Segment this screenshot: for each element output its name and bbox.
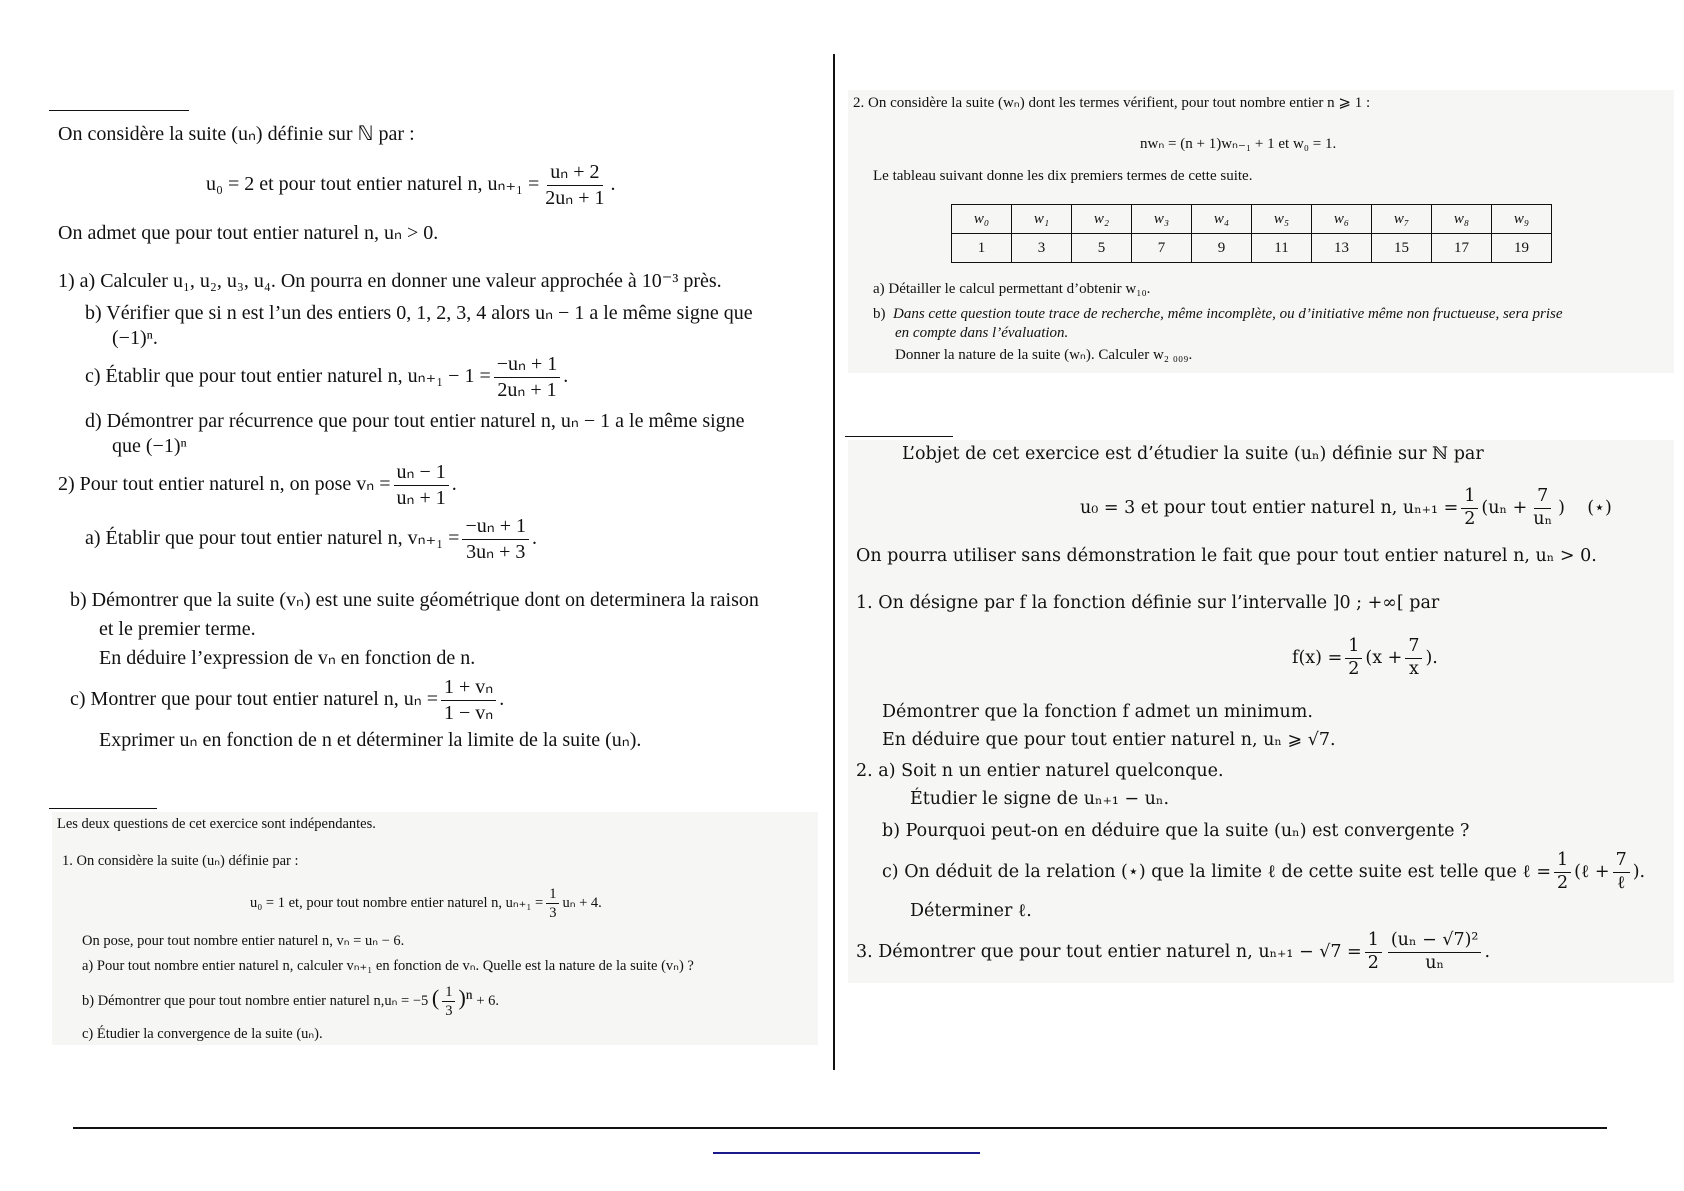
denominator: 2 [1367,952,1379,973]
dot: . [499,688,505,711]
q2 [58,460,457,511]
definition [1080,486,1612,531]
footer-rule [73,1127,1607,1129]
numerator: −uₙ + 1 [494,352,561,378]
q2b-cont: et le premier terme. [99,618,256,640]
q3 [856,930,1490,975]
denominator: 2uₙ + 1 [497,379,557,401]
table-header-cell: w₀ [952,205,1012,234]
q2c-text: c) On déduit de la relation (⋆) que la limite ℓ de cette suite est telle que ℓ = [882,861,1551,882]
numerator: 1 [1554,850,1571,873]
table-header-cell: w₆ [1312,205,1372,234]
intro: Les deux questions de cet exercice sont indépendantes. [57,816,376,832]
exercise-separator [845,436,953,437]
numerator: (uₙ − √7)² [1388,930,1482,953]
exercise-separator [49,808,157,809]
q1: 1. On considère la suite (uₙ) définie par : [62,853,299,869]
paren: (x + [1365,647,1403,668]
pose: On pose, pour tout nombre entier naturel n, vₙ = uₙ − 6. [82,933,405,949]
q1-deduce: En déduire que pour tout entier naturel n, uₙ ⩾ √7. [882,730,1336,750]
q2b: b) Pourquoi peut-on en déduire que la suite (uₙ) est convergente ? [882,821,1470,841]
q2b: b) Démontrer que la suite (vₙ) est une suite géométrique dont on determinera la raison [70,589,759,611]
paren: ) [1558,497,1565,518]
fraction [1613,850,1630,895]
intro: L’objet de cet exercice est d’étudier la suite (uₙ) définie sur ℕ par [902,444,1484,464]
q1d: d) Démontrer par récurrence que pour tout entier naturel n, uₙ − 1 a le même signe [85,410,745,432]
question-a: a) Pour tout nombre entier naturel n, calculer vₙ₊₁ en fonction de vₙ. Quelle est la nature de la suite (vₙ) ? [82,958,694,974]
footer-link[interactable] [713,1152,980,1154]
numerator: uₙ + 2 [547,160,602,186]
fraction [546,885,559,922]
denominator: uₙ [1425,952,1445,973]
numerator: 1 [546,885,559,904]
table-cell: 7 [1132,234,1192,263]
fraction [1365,930,1382,975]
numerator: −uₙ + 1 [462,514,529,540]
q1b-cont: (−1)ⁿ. [112,327,158,349]
q1: 1. On désigne par f la fonction définie sur l’intervalle ]0 ; +∞[ par [856,593,1440,613]
denominator: uₙ + 1 [396,487,446,509]
def-text: u₀ = 3 et pour tout entier naturel n, uₙ₊₁ = [1080,497,1459,518]
q1a: 1) a) Calculer u₁, u₂, u₃, u₄. On pourra en donner une valeur approchée à 10⁻³ près. [58,270,722,292]
question-a: a) Détailler le calcul permettant d’obtenir w₁₀. [873,281,1151,297]
paren: (ℓ + [1574,861,1610,882]
def-text: u₀ = 2 et pour tout entier naturel n, uₙ₊₁ = [206,173,540,196]
table-cell: 19 [1492,234,1552,263]
admit: On admet que pour tout entier naturel n, uₙ > 0. [58,222,439,244]
denominator: ℓ [1616,872,1626,893]
denominator: 3 [445,1003,453,1020]
q2c [70,675,504,726]
table-header-cell: w₅ [1252,205,1312,234]
column-divider [833,54,835,1070]
q2c-cont: Déterminer ℓ. [910,901,1032,921]
def-right: uₙ + 4. [562,894,602,911]
fraction [462,514,529,565]
table-header-cell: w₁ [1012,205,1072,234]
q1b: b) Vérifier que si n est l’un des entiers 0, 1, 2, 3, 4 alors uₙ − 1 a le même signe que [85,302,753,324]
q3-text: 3. Démontrer que pour tout entier naturel n, uₙ₊₁ − √7 = [856,941,1362,962]
paren: (uₙ + [1481,497,1528,518]
denominator: 3 [549,905,557,922]
q2-text: 2) Pour tout entier naturel n, on pose vₙ = [58,473,391,496]
numerator: uₙ − 1 [394,460,449,486]
table-cell: 13 [1312,234,1372,263]
q2b-deduce: En déduire l’expression de vₙ en fonction de n. [99,647,476,669]
q2a: 2. a) Soit n un entier naturel quelconque. [856,761,1224,781]
table-cell: 11 [1252,234,1312,263]
numerator: 7 [1613,850,1630,873]
table-cell: 17 [1432,234,1492,263]
b-label: b) [873,306,886,322]
fraction [542,160,607,211]
star-label: (⋆) [1587,497,1612,518]
definition [250,885,602,922]
fraction [1554,850,1571,895]
question-b [82,983,499,1020]
denominator: 2uₙ + 1 [545,187,605,209]
table-header-cell: w₂ [1072,205,1132,234]
fraction [1388,930,1482,975]
q2c-cont: Exprimer uₙ en fonction de n et déterminer la limite de la suite (uₙ). [99,729,642,751]
table-cell: 3 [1012,234,1072,263]
table-cell: 1 [952,234,1012,263]
dot: . [1639,861,1646,882]
paren: ( [431,984,440,1010]
dot: . [1432,647,1438,668]
q2a [85,514,537,565]
fx: f(x) = [1292,647,1343,668]
relation: nwₙ = (n + 1)wₙ₋₁ + 1 et w₀ = 1. [1140,136,1337,152]
f-definition [1292,636,1438,681]
table-header-cell: w₈ [1432,205,1492,234]
table-row [952,234,1552,263]
intro: On considère la suite (uₙ) définie sur ℕ par : [58,123,415,145]
table-intro: Le tableau suivant donne les dix premiers termes de cette suite. [873,168,1253,184]
numerator: 1 + vₙ [441,675,496,701]
paren: ) [1632,861,1640,882]
denominator: 3uₙ + 3 [466,541,526,563]
numerator: 1 [1365,930,1382,953]
table-header-row [952,205,1552,234]
q1c-text: c) Établir que pour tout entier naturel n, uₙ₊₁ − 1 = [85,365,491,388]
table-cell: 5 [1072,234,1132,263]
fraction [494,352,561,403]
fraction [442,983,455,1020]
denominator: 2 [1557,872,1569,893]
def-text: u₀ = 1 et, pour tout nombre entier naturel n, uₙ₊₁ = [250,894,544,911]
numerator: 1 [1345,636,1362,659]
denominator: x [1408,658,1419,679]
q2c [882,850,1645,895]
numerator: 1 [442,983,455,1002]
q1d-cont: que (−1)ⁿ [112,435,187,457]
fraction [441,675,496,726]
table-cell: 9 [1192,234,1252,263]
denominator: uₙ [1533,508,1553,529]
dot: . [451,473,457,496]
terms-table [951,204,1552,263]
numerator: 7 [1534,486,1551,509]
question-b [873,305,1563,323]
table-header-cell: w₃ [1132,205,1192,234]
table-header-cell: w₉ [1492,205,1552,234]
fraction [394,460,449,511]
b-text: b) Démontrer que pour tout nombre entier naturel n,uₙ = −5 [82,992,429,1009]
dot: . [1484,941,1491,962]
b-note-cont: en compte dans l’évaluation. [895,325,1069,341]
denominator: 2 [1464,508,1476,529]
q1c [85,352,568,403]
denominator: 2 [1348,658,1360,679]
b-end: + 6. [476,992,500,1009]
exercise-separator [49,110,189,111]
paren: ) [1425,647,1433,668]
fraction [1405,636,1422,681]
b-note: Dans cette question toute trace de recherche, même incomplète, ou d’initiative même non fructueuse, sera prise [893,306,1563,322]
numerator: 1 [1461,486,1478,509]
paren: )ⁿ [458,984,473,1010]
fraction [1461,486,1478,531]
definition [206,160,616,211]
q2c-text: c) Montrer que pour tout entier naturel n, uₙ = [70,688,439,711]
fraction [1345,636,1362,681]
fraction [1530,486,1555,531]
question-c: c) Étudier la convergence de la suite (uₙ). [82,1026,323,1042]
dot: . [563,365,569,388]
q1-minimum: Démontrer que la fonction f admet un minimum. [882,702,1313,722]
dot: . [531,527,537,550]
table-cell: 15 [1372,234,1432,263]
q2a-cont: Étudier le signe de uₙ₊₁ − uₙ. [910,789,1170,809]
table-header-cell: w₇ [1372,205,1432,234]
denominator: 1 − vₙ [444,702,494,724]
q2: 2. On considère la suite (wₙ) dont les termes vérifient, pour tout nombre entier n ⩾ 1 : [853,95,1371,111]
q2a-text: a) Établir que pour tout entier naturel n, vₙ₊₁ = [85,527,460,550]
admit: On pourra utiliser sans démonstration le fait que pour tout entier naturel n, uₙ > 0. [856,546,1597,566]
b-question: Donner la nature de la suite (wₙ). Calculer w₂ ₀₀₉. [895,347,1193,363]
table-header-cell: w₄ [1192,205,1252,234]
dot: . [610,173,616,196]
numerator: 7 [1405,636,1422,659]
